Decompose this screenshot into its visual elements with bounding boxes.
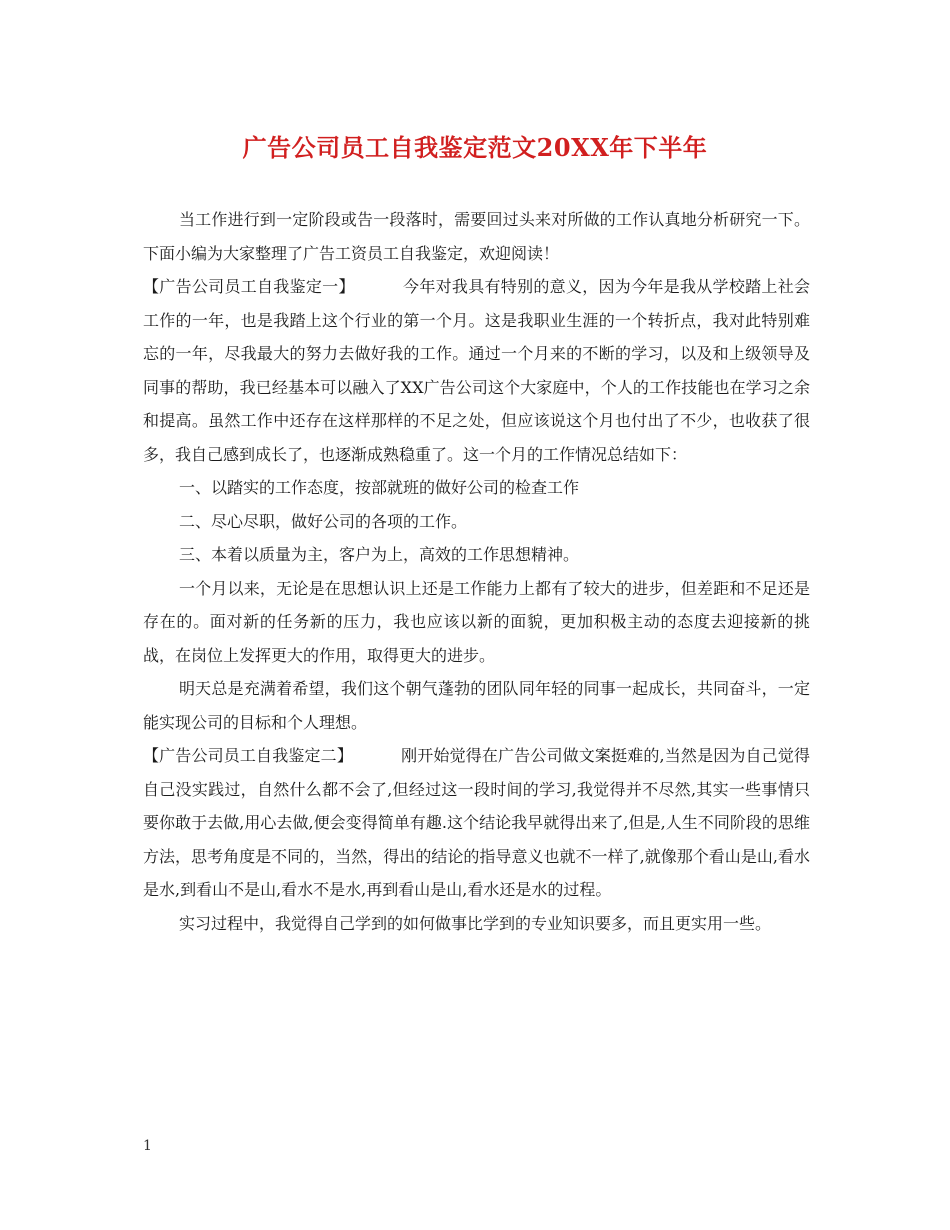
paragraph-internship: 实习过程中，我觉得自己学到的如何做事比学到的专业知识要多，而且更实用一些。: [179, 913, 772, 933]
page-number: 1: [143, 1138, 152, 1154]
paragraph-section-two: [143, 739, 810, 907]
section-two-text: 刚开始觉得在广告公司做文案挺难的,当然是因为自己觉得自己没实践过，自然什么都不会了,但经过这一段时间的学习,我觉得并不尽然,其实一些事情只要你敢于去做,用心去做,便会变得简单有趣.这个结论我早就得出来了,但是,人生不同阶段的思维方法，思考角度是不同的，当然，得出的结论的指导意义也就不一样了,就像那个看山是山,看水是水,到看山不是山,看水不是水,再到看山是山,看水还是水的过程。: [143, 746, 810, 899]
paragraph-point-two: 二、尽心尽职，做好公司的各项的工作。: [179, 511, 468, 531]
paragraph-future: 明天总是充满着希望，我们这个朝气蓬勃的团队同年轻的同事一起成长，共同奋斗，一定能实现公司的目标和个人理想。: [143, 679, 810, 732]
paragraph-intro: 当工作进行到一定阶段或告一段落时，需要回过头来对所做的工作认真地分析研究一下。下面小编为大家整理了广告工资员工自我鉴定，欢迎阅读！: [143, 210, 810, 263]
paragraph-section-one: [143, 270, 810, 471]
document-body: [143, 203, 810, 940]
paragraph-point-three: 三、本着以质量为主，客户为上，高效的工作思想精神。: [179, 545, 580, 564]
document-title: 广告公司员工自我鉴定范文20XX年下半年: [242, 133, 708, 162]
section-heading-one: 【广告公司员工自我鉴定一】: [143, 277, 355, 296]
section-one-text: 今年对我具有特别的意义，因为今年是我从学校踏上社会工作的一年，也是我踏上这个行业的第一个月。这是我职业生涯的一个转折点，我对此特别难忘的一年，尽我最大的努力去做好我的工作。通过一个月来的不断的学习，以及和上级领导及同事的帮助，我已经基本可以融入了XX广告公司这个大家庭中，个人的工作技能也在学习之余和提高。虽然工作中还存在这样那样的不足之处，但应该说这个月也付出了不少，也收获了很多，我自己感到成长了，也逐渐成熟稳重了。这一个月的工作情况总结如下：: [143, 277, 810, 464]
section-heading-two: 【广告公司员工自我鉴定二】: [143, 746, 353, 765]
paragraph-point-one: 一、以踏实的工作态度，按部就班的做好公司的检查工作: [179, 478, 580, 497]
paragraph-progress: 一个月以来，无论是在思想认识上还是工作能力上都有了较大的进步，但差距和不足还是存在的。面对新的任务新的压力，我也应该以新的面貌，更加积极主动的态度去迎接新的挑战，在岗位上发挥更大的作用，取得更大的进步。: [143, 578, 810, 665]
